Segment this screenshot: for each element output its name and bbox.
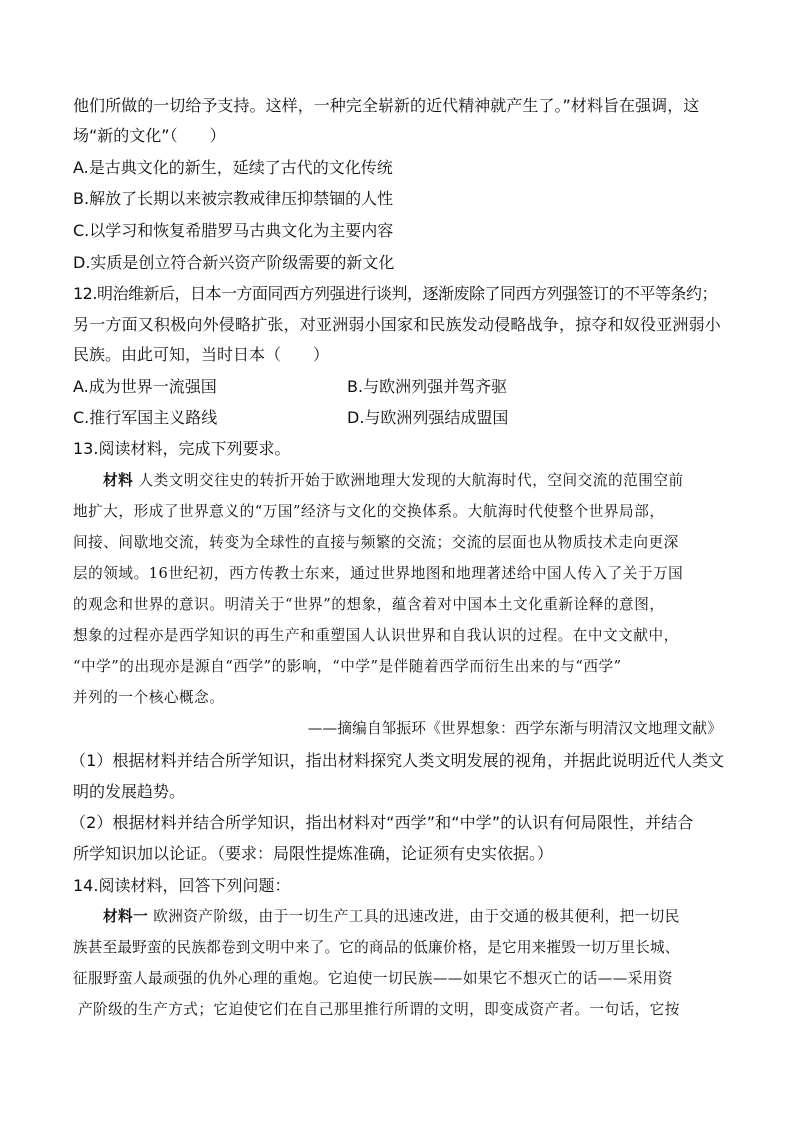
q13-stem: 13.阅读材料，完成下列要求。: [73, 439, 291, 458]
q12-option-c[interactable]: C.推行军国主义路线: [73, 408, 218, 427]
q14-material-line-4: 产阶级的生产方式；它迫使它们在自己那里推行所谓的文明，即变成资产者。一句话，它按: [78, 1001, 680, 1018]
q14-material-line-2: 族甚至最野蛮的民族都卷到文明中来了。它的商品的低廉价格，是它用来摧毁一切万里长城、: [73, 939, 680, 956]
q11-option-c[interactable]: C.以学习和恢复希腊罗马古典文化为主要内容: [73, 221, 394, 240]
q13-material-line-4: 层的领域。16世纪初，西方传教士东来，通过世界地图和地理著述给中国人传入了关于万国: [73, 565, 684, 582]
q13-question-2-line-2: 所学知识加以论证。（要求：局限性提炼准确，论证须有史实依据。）: [73, 844, 554, 863]
q13-material-line-5: 的观念和世界的意识。明清关于“世界”的想象，蕴含着对中国本土文化重新诠释的意图，: [73, 596, 665, 613]
q12-option-b[interactable]: B.与欧洲列强并驾齐驱: [347, 377, 508, 396]
q13-material-line-1: [103, 471, 684, 491]
q13-question-1-line-2: 明的发展趋势。: [73, 782, 186, 801]
q13-material-line-7: “中学”的出现亦是源自“西学”的影响，“中学”是伴随着西学而衍生出来的与“西学”: [73, 658, 622, 675]
q13-material-source: ——摘编自邹振环《世界想象：西学东渐与明清汉文地理文献》: [307, 720, 722, 737]
q12-stem-line-2: 另一方面又积极向外侵略扩张，对亚洲弱小国家和民族发动侵略战争，掠夺和奴役亚洲弱小: [73, 315, 722, 334]
q12-stem-line-1: 12.明治维新后，日本一方面同西方列强进行谈判，逐渐废除了同西方列强签订的不平等条约；: [73, 284, 717, 303]
q13-material-line-6: 想象的过程亦是西学知识的再生产和重塑国人认识世界和自我认识的过程。在中文文献中，: [73, 627, 679, 644]
q14-stem: 14.阅读材料，回答下列问题：: [73, 876, 291, 895]
q11-option-a[interactable]: A.是古典文化的新生，延续了古代的文化传统: [73, 158, 393, 177]
q12-option-a[interactable]: A.成为世界一流强国: [73, 377, 217, 396]
q12-stem-line-3: 民族。由此可知，当时日本（ ）: [73, 345, 330, 364]
q11-option-b[interactable]: B.解放了长期以来被宗教戒律压抑禁锢的人性: [73, 189, 394, 208]
intro-line-1: 他们所做的一切给予支持。这样，一种完全崭新的近代精神就产生了。”材料旨在强调，这: [73, 96, 700, 115]
q13-material-line-3: 间接、间歇地交流，转变为全球性的直接与频繁的交流；交流的层面也从物质技术走向更深: [73, 534, 679, 551]
intro-line-2: 场“新的文化”（ ）: [73, 126, 226, 145]
q13-question-2-line-1: （2）根据材料并结合所学知识，指出材料对“西学”和“中学”的认识有何局限性，并结合: [70, 813, 694, 832]
q14-material-text-1: 欧洲资产阶级，由于一切生产工具的迅速改进，由于交通的极其便利，把一切民: [148, 908, 680, 925]
q13-material-text-1: 人类文明交往史的转折开始于欧洲地理大发现的大航海时代，空间交流的范围空前: [133, 472, 684, 489]
q13-material-label: 材料: [103, 472, 134, 489]
q13-material-line-2: 地扩大，形成了世界意义的“万国”经济与文化的交换体系。大航海时代使整个世界局部，: [73, 503, 665, 520]
q12-option-d[interactable]: D.与欧洲列强结成盟国: [347, 408, 509, 427]
q14-material-label: 材料一: [103, 908, 149, 925]
q13-material-line-8: 并列的一个核心概念。: [73, 689, 225, 706]
q14-material-line-1: [103, 907, 680, 927]
q13-question-1-line-1: （1）根据材料并结合所学知识，指出材料探究人类文明发展的视角，并据此说明近代人类文: [70, 751, 725, 770]
q14-material-line-3: 征服野蛮人最顽强的仇外心理的重炮。它迫使一切民族——如果它不想灭亡的话——采用资: [73, 970, 673, 987]
q11-option-d[interactable]: D.实质是创立符合新兴资产阶级需要的新文化: [73, 253, 395, 272]
